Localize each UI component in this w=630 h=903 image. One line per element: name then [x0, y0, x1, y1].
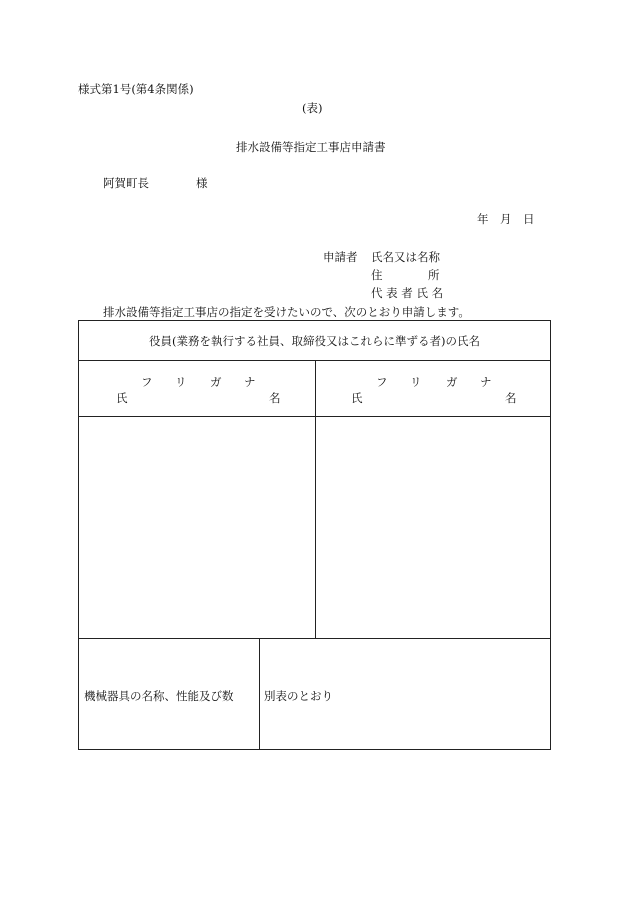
furigana-char: フ	[376, 375, 388, 389]
date-day: 日	[523, 212, 535, 226]
applicant-address-label-2: 所	[428, 268, 440, 282]
applicant-address-label-1: 住	[371, 268, 383, 282]
furigana-char: ナ	[244, 375, 256, 389]
surname-label: 氏	[116, 391, 128, 405]
equipment-label: 機械器具の名称、性能及び数	[84, 689, 234, 703]
furigana-char: ガ	[446, 375, 458, 389]
document-title: 排水設備等指定工事店申請書	[236, 140, 386, 154]
date-year: 年	[477, 212, 489, 226]
furigana-char: リ	[175, 375, 187, 389]
side-label: (表)	[302, 101, 323, 115]
applicant-representative-label: 代 表 者 氏 名	[371, 286, 444, 300]
application-form-table	[78, 320, 551, 750]
column-divider	[259, 638, 260, 750]
date-month: 月	[500, 212, 512, 226]
equipment-value: 別表のとおり	[264, 689, 333, 703]
surname-label: 氏	[351, 391, 363, 405]
form-number: 様式第1号(第4条関係)	[78, 82, 194, 96]
column-divider	[315, 360, 316, 638]
applicant-label: 申請者	[323, 250, 358, 264]
row-divider	[79, 638, 550, 639]
furigana-char: ナ	[480, 375, 492, 389]
addressee: 阿賀町長	[103, 176, 149, 190]
given-name-label: 名	[269, 391, 281, 405]
furigana-char: リ	[410, 375, 422, 389]
furigana-char: ガ	[210, 375, 222, 389]
applicant-name-label: 氏名又は名称	[371, 250, 440, 264]
honorific: 様	[196, 176, 208, 190]
officers-header: 役員(業務を執行する社員、取締役又はこれらに準ずる者)の氏名	[149, 334, 480, 348]
given-name-label: 名	[505, 391, 517, 405]
application-statement: 排水設備等指定工事店の指定を受けたいので、次のとおり申請します。	[103, 305, 470, 319]
furigana-char: フ	[141, 375, 153, 389]
